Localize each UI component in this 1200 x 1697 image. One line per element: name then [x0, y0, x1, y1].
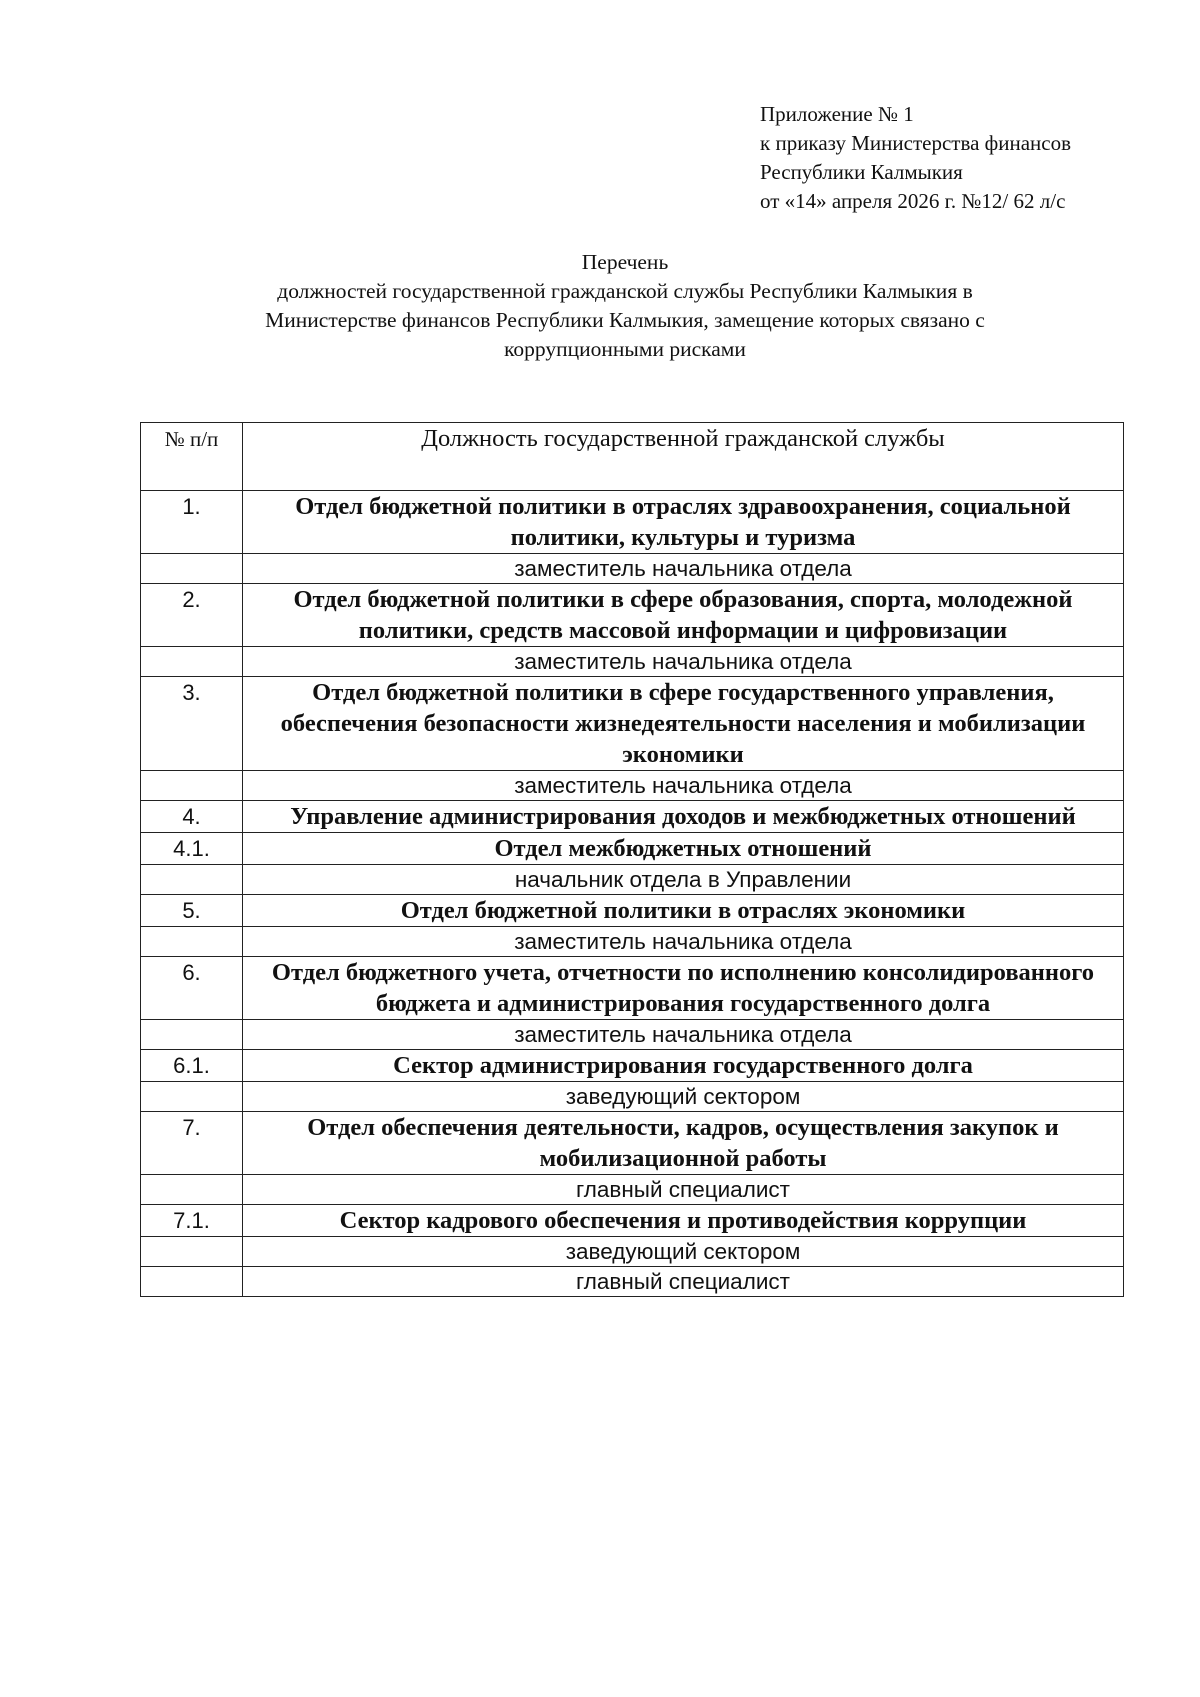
title-line: должностей государственной гражданской службы Республики Калмыкия в [277, 279, 973, 303]
header-position: Должность государственной гражданской службы [243, 423, 1124, 491]
title-line: коррупционными рисками [504, 337, 746, 361]
position-title: главный специалист [243, 1175, 1124, 1205]
title-line: Перечень [581, 250, 669, 274]
table-row [141, 1050, 1124, 1082]
header-number: № п/п [141, 423, 243, 491]
row-number [141, 771, 243, 801]
appendix-header [760, 100, 1071, 216]
department-name: Управление администрирования доходов и межбюджетных отношений [243, 801, 1124, 833]
table-row [141, 1237, 1124, 1267]
position-title: главный специалист [243, 1267, 1124, 1297]
table-row [141, 865, 1124, 895]
table-row [141, 1112, 1124, 1175]
row-number [141, 647, 243, 677]
document-title [130, 248, 1120, 364]
row-number: 7. [141, 1112, 243, 1175]
table-row [141, 647, 1124, 677]
table-row [141, 584, 1124, 647]
positions-table [140, 422, 1124, 1297]
table-body [141, 491, 1124, 1297]
department-name: Сектор кадрового обеспечения и противодействия коррупции [243, 1205, 1124, 1237]
position-title: заместитель начальника отдела [243, 554, 1124, 584]
position-title: начальник отдела в Управлении [243, 865, 1124, 895]
department-name: Отдел обеспечения деятельности, кадров, осуществления закупок и мобилизационной работы [243, 1112, 1124, 1175]
row-number: 2. [141, 584, 243, 647]
department-name: Отдел бюджетной политики в сфере государственного управления, обеспечения безопасности жизнедеятельности населения и мобилизации экономики [243, 677, 1124, 771]
table-row [141, 833, 1124, 865]
row-number [141, 1082, 243, 1112]
row-number: 4. [141, 801, 243, 833]
table-row [141, 957, 1124, 1020]
row-number: 4.1. [141, 833, 243, 865]
table-row [141, 554, 1124, 584]
department-name: Отдел бюджетной политики в сфере образования, спорта, молодежной политики, средств массовой информации и цифровизации [243, 584, 1124, 647]
position-title: заведующий сектором [243, 1082, 1124, 1112]
row-number: 1. [141, 491, 243, 554]
table-row [141, 771, 1124, 801]
row-number [141, 1237, 243, 1267]
table-row [141, 1020, 1124, 1050]
table-row [141, 677, 1124, 771]
appendix-line: Приложение № 1 [760, 102, 914, 126]
row-number [141, 1175, 243, 1205]
table-row [141, 1082, 1124, 1112]
table-row [141, 1175, 1124, 1205]
row-number [141, 927, 243, 957]
row-number [141, 865, 243, 895]
table-row [141, 801, 1124, 833]
position-title: заместитель начальника отдела [243, 647, 1124, 677]
position-title: заместитель начальника отдела [243, 1020, 1124, 1050]
table-header-row [141, 423, 1124, 491]
appendix-line: Республики Калмыкия [760, 160, 963, 184]
position-title: заместитель начальника отдела [243, 771, 1124, 801]
department-name: Отдел межбюджетных отношений [243, 833, 1124, 865]
department-name: Отдел бюджетной политики в отраслях экономики [243, 895, 1124, 927]
position-title: заведующий сектором [243, 1237, 1124, 1267]
row-number: 3. [141, 677, 243, 771]
row-number [141, 554, 243, 584]
title-line: Министерстве финансов Республики Калмыкия, замещение которых связано с [265, 308, 985, 332]
table-row [141, 491, 1124, 554]
department-name: Сектор администрирования государственного долга [243, 1050, 1124, 1082]
table-row [141, 1267, 1124, 1297]
row-number [141, 1267, 243, 1297]
appendix-line: от «14» апреля 2026 г. №12/ 62 л/с [760, 189, 1066, 213]
department-name: Отдел бюджетного учета, отчетности по исполнению консолидированного бюджета и администрирования государственного долга [243, 957, 1124, 1020]
row-number [141, 1020, 243, 1050]
row-number: 5. [141, 895, 243, 927]
table-row [141, 927, 1124, 957]
row-number: 7.1. [141, 1205, 243, 1237]
department-name: Отдел бюджетной политики в отраслях здравоохранения, социальной политики, культуры и туризма [243, 491, 1124, 554]
table-row [141, 895, 1124, 927]
table-row [141, 1205, 1124, 1237]
row-number: 6. [141, 957, 243, 1020]
appendix-line: к приказу Министерства финансов [760, 131, 1072, 155]
row-number: 6.1. [141, 1050, 243, 1082]
position-title: заместитель начальника отдела [243, 927, 1124, 957]
